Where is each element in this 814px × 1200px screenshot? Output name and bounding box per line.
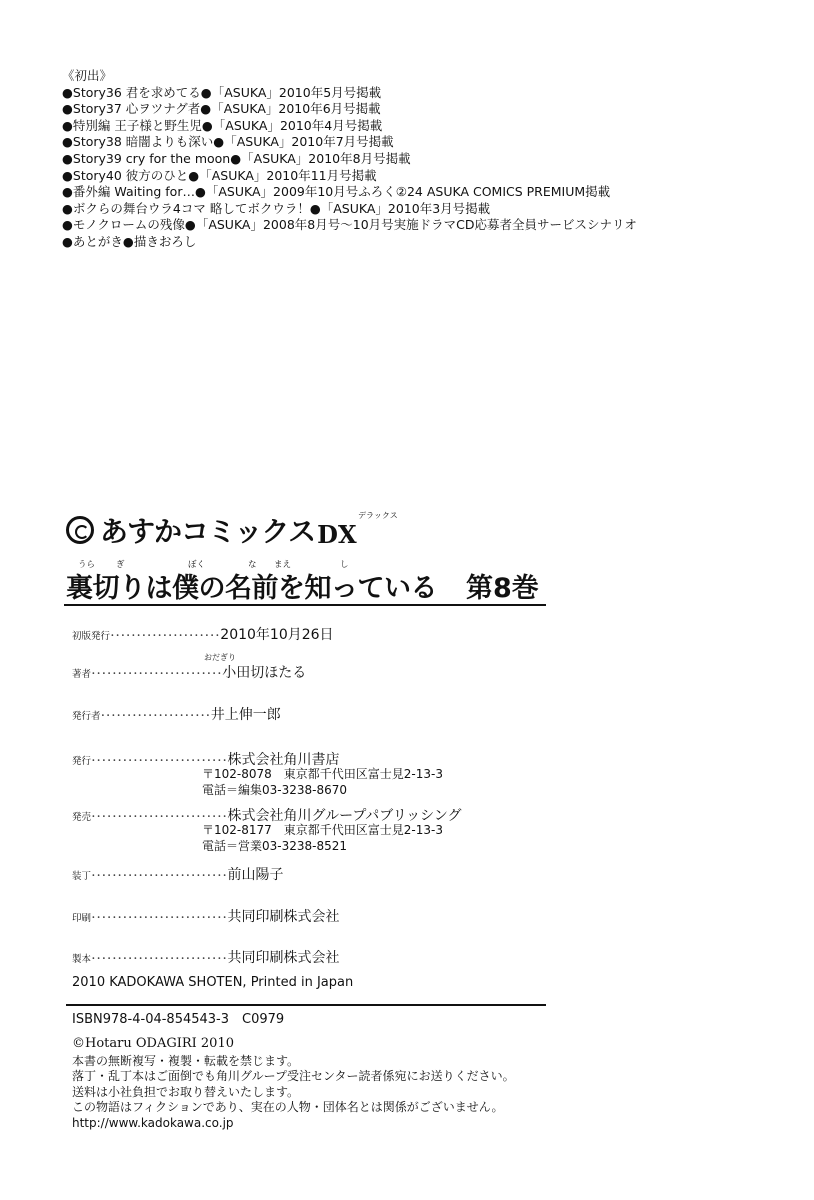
distributor-label: 発売 (72, 812, 92, 823)
author-name: 小田切ほたる (222, 665, 307, 681)
copyright-line: ©Hotaru ODAGIRI 2010 (72, 1036, 234, 1051)
distributor-name: 株式会社角川グループパブリッシング (227, 808, 462, 824)
title-ruby-item: な (248, 560, 257, 570)
publisher-row (72, 749, 340, 769)
leader-dots: ･･････････････････････････ (91, 871, 228, 882)
author-row (72, 662, 306, 682)
title-ruby-item: ぼく (188, 560, 206, 570)
first-appearance-item: ●番外編 Waiting for…●「ASUKA」2009年10月号ふろく②24 ASUKA COMICS PREMIUM掲載 (62, 184, 611, 200)
first-appearance-heading: 《初出》 (62, 68, 113, 83)
label-name: あすかコミックス (100, 515, 316, 548)
design-row (72, 864, 284, 884)
publisher-phone: 電話＝編集03-3238-8670 (202, 782, 348, 797)
issuer-row (72, 704, 281, 724)
issuer-label: 発行者 (72, 711, 101, 722)
first-appearance-item: ●Story38 暗闇よりも深い●「ASUKA」2010年7月号掲載 (62, 134, 394, 150)
volume-number: 第8巻 (466, 573, 539, 604)
website-url: http://www.kadokawa.co.jp (72, 1116, 234, 1130)
printing-row (72, 906, 340, 926)
notice-line: 落丁・乱丁本はご面倒でも角川グループ受注センター読者係宛にお送りください。 (72, 1069, 515, 1084)
leader-dots: ･･････････････････････････ (91, 756, 228, 767)
label-logo (66, 510, 398, 550)
book-title: 裏切りは僕の名前を知っている (66, 573, 437, 604)
first-appearance-item: ●モノクロームの残像●「ASUKA」2008年8月号～10月号実施ドラマCD応募者全員サービスシナリオ (62, 217, 637, 233)
title-ruby-item: し (340, 560, 349, 570)
leader-dots: ･････････････････････････ (91, 669, 223, 680)
title-divider (64, 604, 546, 606)
first-edition-date: 2010年10月26日 (220, 627, 334, 643)
distributor-row (72, 805, 462, 825)
first-appearance-item: ●Story36 君を求めてる●「ASUKA」2010年5月号掲載 (62, 84, 382, 100)
title-ruby-item: ぎ (116, 560, 125, 570)
isbn-line: ISBN978-4-04-854543-3 C0979 (72, 1012, 285, 1027)
publisher-address: 〒102-8078 東京都千代田区富士見2-13-3 (202, 767, 443, 781)
first-appearance-item: ●あとがき●描きおろし (62, 233, 197, 249)
footer-divider (66, 1004, 546, 1006)
notice-line: この物語はフィクションであり、実在の人物・団体名とは関係がございません。 (72, 1099, 504, 1114)
author-label: 著者 (72, 669, 92, 680)
first-appearance-item: ●特別編 王子様と野生児●「ASUKA」2010年4月号掲載 (62, 117, 383, 133)
binding-row (72, 947, 340, 967)
design-label: 装丁 (72, 871, 92, 882)
leader-dots: ･････････････････････ (110, 631, 221, 642)
publisher-name: 株式会社角川書店 (227, 752, 340, 768)
first-edition-row (72, 624, 334, 644)
distributor-phone: 電話＝営業03-3238-8521 (202, 838, 348, 853)
first-appearance-item: ●Story40 彼方のひと●「ASUKA」2010年11月号掲載 (62, 167, 377, 183)
first-appearance-item: ●ボクらの舞台ウラ4コマ 略してボクウラ！●「ASUKA」2010年3月号掲載 (62, 200, 491, 216)
notice-line: 送料は小社負担でお取り替えいたします。 (72, 1084, 300, 1099)
publisher-label: 発行 (72, 756, 92, 767)
designer-name: 前山陽子 (227, 867, 284, 883)
title-ruby-item: うら (78, 560, 96, 570)
publisher-contact (202, 767, 443, 798)
printing-label: 印刷 (72, 913, 92, 924)
notice-line: 本書の無断複写・複製・転載を禁じます。 (72, 1054, 300, 1068)
leader-dots: ･････････････････････ (100, 711, 211, 722)
first-appearance-item: ●Story37 心ヲツナグ者●「ASUKA」2010年6月号掲載 (62, 101, 381, 117)
distributor-contact (202, 823, 443, 854)
title-ruby-item: まえ (274, 560, 292, 570)
printer-name: 共同印刷株式会社 (227, 909, 340, 925)
leader-dots: ･･････････････････････････ (91, 954, 228, 965)
first-appearance-list (62, 68, 637, 251)
first-edition-label: 初版発行 (72, 631, 111, 642)
label-dx: DX (317, 519, 357, 549)
author-ruby: おだぎり (204, 653, 236, 662)
issuer-name: 井上伸一郎 (210, 707, 281, 723)
label-emblem-icon (66, 516, 94, 544)
binding-label: 製本 (72, 954, 92, 965)
printed-in-line: 2010 KADOKAWA SHOTEN, Printed in Japan (72, 975, 354, 990)
binder-name: 共同印刷株式会社 (227, 950, 340, 966)
leader-dots: ･･････････････････････････ (91, 913, 228, 924)
first-appearance-item: ●Story39 cry for the moon●「ASUKA」2010年8月号掲載 (62, 150, 411, 166)
leader-dots: ･･････････････････････････ (91, 812, 228, 823)
label-dx-ruby: デラックス (358, 511, 398, 520)
legal-notices (72, 1054, 515, 1115)
distributor-address: 〒102-8177 東京都千代田区富士見2-13-3 (202, 823, 443, 837)
